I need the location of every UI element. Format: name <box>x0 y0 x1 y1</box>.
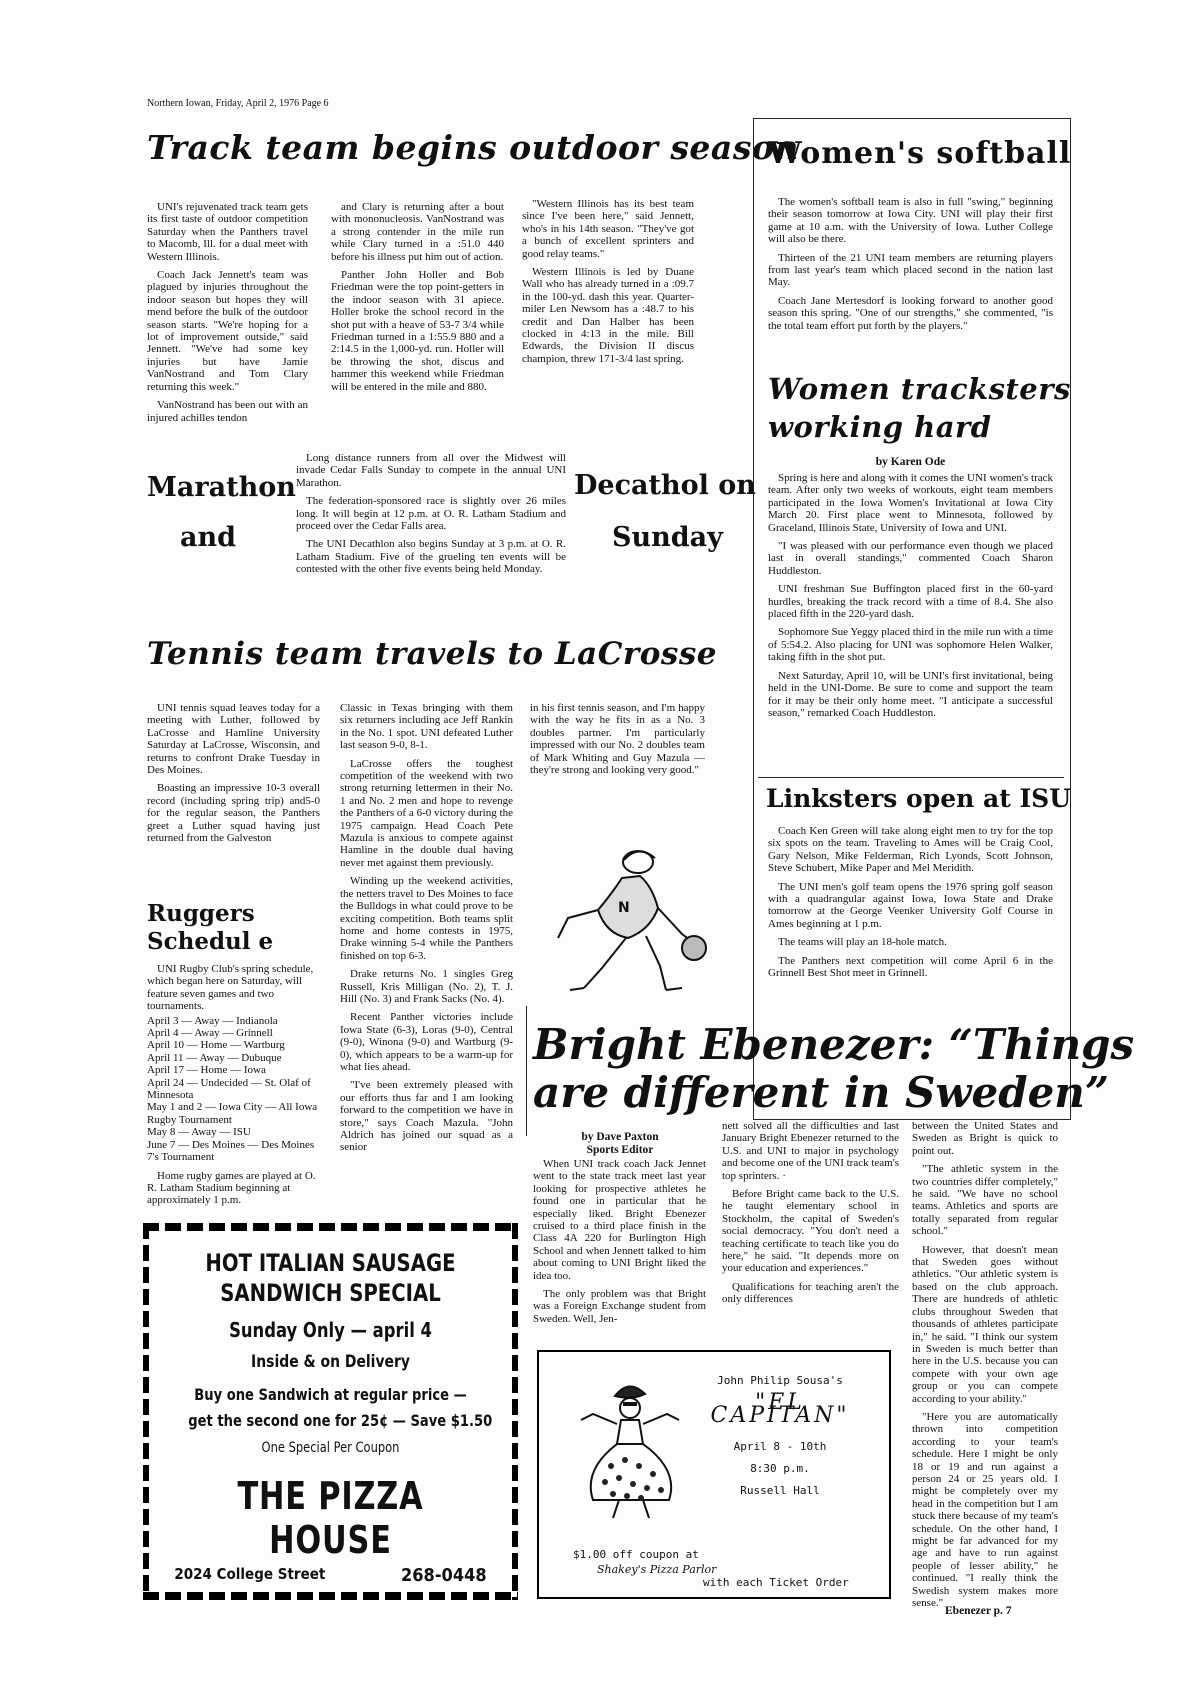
ruggers-sched-4: April 17 — Home — Iowa <box>147 1064 266 1077</box>
ad-border-left <box>143 1223 149 1600</box>
pizza-ad-phone: 268-0448 <box>401 1565 487 1586</box>
softball-p3: Coach Jane Mertesdorf is looking forward to another good season this spring. "One of our strengths," she commented, "is the total team effort put forth by the players." <box>768 294 1053 332</box>
softball-p2: Thirteen of the 21 UNI team members are returning players from last year's team which placed second in the nation last May. <box>768 251 1053 289</box>
pizza-ad-name: THE PIZZA HOUSE <box>237 1474 424 1562</box>
track-col-2-p1: and Clary is returning after a bout with mononucleosis. VanNostrand was a strong contender in the mile run while Clary turned in a :51.0 440 before his illness put him out of action. <box>331 201 504 263</box>
ruggers-sched-2: April 10 — Home — Wartburg <box>147 1039 285 1052</box>
capitan-dates: April 8 - 10th <box>733 1440 827 1453</box>
track-col-3-p2: Western Illinois is led by Duane Wall who has already turned in a :09.7 in the 100-yd. dash this year. Quarter-miler Len Newsom has a :48.7 to his credit and Dan Halber has been clocked in 4:13 in the mile. Bill Edwards, the Division II discus champion, threw 171-3/4 last spring. <box>522 266 694 365</box>
track-col-1-p3: VanNostrand has been out with an injured achilles tendon <box>147 399 308 424</box>
ad-border-right <box>512 1223 518 1600</box>
capitan-presenter: John Philip Sousa's <box>717 1374 843 1387</box>
tracksters-p5: Next Saturday, April 10, will be UNI's first invitational, being held in the UNI-Dome. Be sure to come and support the team for it may be their only home meet. "I anticipate a successful season," remarked Coach Huddleston. <box>768 669 1053 719</box>
pizza-ad-line-7: One Special Per Coupon <box>261 1440 400 1456</box>
capitan-order: with each Ticket Order <box>703 1576 849 1589</box>
linksters-p1: Coach Ken Green will take along eight men to try for the top six spots on the team. Traveling to Ames will be Craig Cool, Gary Nelson, Mike Felderman, Rich Lyonds, Scott Johnson, Steve Schubert, Mike Paper and Mel Meridith. <box>768 825 1053 875</box>
tracksters-p4: Sophomore Sue Yeggy placed third in the mile run with a time of 5:54.2. Also placing for UNI was sophomore Helen Walker, taking fifth in the shot put. <box>768 626 1053 664</box>
ruggers-headline-1: Ruggers <box>147 900 255 927</box>
pizza-house-ad <box>143 1223 518 1600</box>
tracksters-p3: UNI freshman Sue Buffington placed first in the 60-yard hurdles, breaking the track record with a time of 8.4. She also placed fifth in the 220-yard dash. <box>768 583 1053 621</box>
tennis-col-2-p3: Winding up the weekend activities, the netters travel to Des Moines to face the Bulldogs in what could prove to be exciting competition. Both teams split home and home contests in 1975, Drake winning 5-4 while the Panthers finished on top 6-3. <box>340 875 513 962</box>
linksters-p3: The teams will play an 18-hole match. <box>778 936 947 949</box>
bright-col-2-p1: nett solved all the difficulties and last January Bright Ebenezer returned to the U.S. and UNI to major in psychology and become one of the UNI track team's top sprinters. · <box>722 1120 899 1182</box>
decathlon-sunday: Sunday <box>612 522 723 553</box>
tennis-player-illustration <box>540 838 710 998</box>
bright-continued: Ebenezer p. 7 <box>945 1605 1012 1617</box>
ruggers-outro: Home rugby games are played at O. R. Latham Stadium beginning at approximately 1 p.m. <box>147 1169 316 1207</box>
dancer-illustration <box>553 1374 703 1524</box>
tracksters-p1: Spring is here and along with it comes the UNI women's track team. After only two weeks of workouts, eight team members participated in the Iowa Women's Invitational at Iowa City March 20. First place went to Minnesota, followed by Graceland, Illinois State, University of Iowa and UNI. <box>768 472 1053 534</box>
bright-col-3-p4: "Here you are automatically thrown into competition according to your team's schedule. Here I might be only 18 or 19 and run against a person 24 or 25 years old. I might be completely over my head in the competition but I am stuck there because of my team's schedule. On the other hand, I might be far advanced for my age and have to run against people of lesser ability," he continued. "I really think the Swedish system makes more sense." <box>912 1410 1058 1610</box>
ruggers-sched-8: June 7 — Des Moines — Des Moines 7's Tournament <box>147 1138 315 1164</box>
pizza-ad-address: 2024 College Street <box>174 1565 326 1583</box>
bright-col-2-p3: Qualifications for teaching aren't the only differences <box>722 1280 899 1306</box>
bright-left-rule <box>526 1006 527 1136</box>
bright-col-3 <box>912 1120 1058 1615</box>
track-col-1-p2: Coach Jack Jennett's team was plagued by injuries throughout the indoor season but hopes they will mend before the bulk of the outdoor season starts. "We're hoping for a lot of improvement outside," said Jennett. "We've had some key injuries but have Jamie VanNostrand and Tom Clary returning this week." <box>147 269 308 393</box>
linksters-headline: Linksters open at ISU <box>766 784 1071 813</box>
svg-text:N: N <box>618 900 630 916</box>
ruggers-sched-7: May 8 — Away — ISU <box>147 1126 251 1139</box>
pizza-ad-line-5: Buy one Sandwich at regular price — <box>194 1385 467 1404</box>
tracksters-headline-2: working hard <box>768 410 992 444</box>
pizza-ad-line-1: HOT ITALIAN SAUSAGE <box>205 1249 456 1277</box>
softball-p1: The women's softball team is also in full "swing," beginning their season tomorrow at Iowa City. UNI will play their first game at 10 a.m. with the University of Iowa. Luther College will also be there. <box>768 196 1053 246</box>
bright-col-3-p2: "The athletic system in the two countries differ completely," he said. "We have no school teams. Athletics and sports are totally separated from regular school." <box>912 1163 1058 1238</box>
bright-col-3-p1: between the United States and Sweden as Bright is quick to point out. <box>912 1120 1058 1157</box>
capitan-sponsor: Shakey's Pizza Parlor <box>597 1563 717 1576</box>
el-capitan-ad <box>537 1350 891 1599</box>
ruggers-sched-6: May 1 and 2 — Iowa City — All Iowa Rugby Tournament <box>147 1101 318 1126</box>
linksters-p4: The Panthers next competition will come April 6 in the Grinnell Best Shot meet in Grinnell. <box>768 954 1053 980</box>
marathon-and: and <box>180 522 237 553</box>
tennis-col-3-p1: in his first tennis season, and I'm happy with the way he fits in as a No. 3 doubles partner. I'm particularly impressed with our No. 2 doubles team of Mark Whiting and Guy Mazula — they're strong and looking very good." <box>530 702 705 777</box>
ad-border-top <box>143 1223 518 1231</box>
ruggers-sched-0: April 3 — Away — Indianola <box>147 1014 278 1027</box>
page-header: Northern Iowan, Friday, April 2, 1976 Page 6 <box>147 98 329 109</box>
bright-col-2 <box>722 1120 899 1312</box>
tennis-col-2 <box>340 702 513 1160</box>
ruggers-sched-3: April 11 — Away — Dubuque <box>147 1051 282 1064</box>
ruggers-sched-5: April 24 — Undecided — St. Olaf of Minnesota <box>147 1076 311 1102</box>
bright-byline-2: Sports Editor <box>586 1144 654 1156</box>
tennis-col-1-p1: UNI tennis squad leaves today for a meeting with Luther, followed by LaCrosse and Hamline University Saturday at LaCrosse, Wisconsin, and returns to confront Drake Tuesday in Des Moines. <box>147 702 320 777</box>
bright-col-3-p3: However, that doesn't mean that Sweden goes without athletics. "Our athletic system is based on the club approach. There are hundreds of athletic clubs throughout Sweden that thousands of athletes participate in," he said. "I think our system in Sweden is much better than here in the U.S. because you can compete with your own age group or you can compete according to your ability." <box>912 1243 1058 1405</box>
marathon-article <box>296 452 566 582</box>
bright-headline-2: are different in Sweden” <box>533 1068 1109 1117</box>
capitan-title: "EL CAPITAN" <box>710 1390 850 1428</box>
ruggers-intro: UNI Rugby Club's spring schedule, which began here on Saturday, will feature seven games and two tournaments. <box>147 963 314 1013</box>
capitan-time: 8:30 p.m. <box>750 1462 810 1475</box>
bright-col-2-p2: Before Bright came back to the U.S. he taught elementary school in Stockholm, the capital of Sweden's social democracy. "You don't need a teaching certificate to teach like you do here," he said. "It depends more on your education and experiences." <box>722 1188 899 1275</box>
tennis-col-2-p4: Drake returns No. 1 singles Greg Russell, Kris Milligan (No. 2), T. J. Hill (No. 3) and Frank Sacks (No. 4). <box>340 968 513 1005</box>
tennis-col-2-p2: LaCrosse offers the toughest competition of the weekend with two strong returning lettermen in their No. 1 and No. 2 men and hope to revenge the Panthers of a 6-0 victory during the 1975 campaign. Head Coach Pete Mazula is anxious to compete against Hamline in the double dual having never met against them previously. <box>340 757 513 869</box>
ruggers-headline-2: Schedul e <box>147 928 274 955</box>
tennis-headline: Tennis team travels to LaCrosse <box>147 636 718 672</box>
tennis-col-2-p6: "I've been extremely pleased with our efforts thus far and I am looking forward to the competition we have in store," says Coach Mazula. "John Aldrich has joined our squad as a senior <box>340 1079 513 1154</box>
tennis-col-1 <box>147 702 320 850</box>
ad-border-bottom <box>143 1592 518 1600</box>
decathlon-title: Decathol on <box>574 470 756 501</box>
track-col-3 <box>522 198 694 371</box>
linksters-rule <box>758 777 1064 778</box>
tracksters-byline: by Karen Ode <box>875 456 946 468</box>
bright-col-1 <box>533 1158 706 1331</box>
track-col-3-p1: "Western Illinois has its best team since I've been here," said Jennett, who's in his 14th season. "They've got a bunch of excellent sprinters and good relay teams." <box>522 198 694 260</box>
marathon-p2: The federation-sponsored race is slightly over 26 miles long. It will begin at 12 p.m. at O. R. Latham Stadium and proceed over the Cedar Falls area. <box>296 495 566 533</box>
capitan-venue: Russell Hall <box>740 1484 820 1497</box>
marathon-p1: Long distance runners from all over the Midwest will invade Cedar Falls Sunday to compete in the annual UNI Marathon. <box>296 452 566 489</box>
softball-article <box>768 196 1053 338</box>
tracksters-headline-1: Women tracksters <box>768 372 1071 406</box>
pizza-ad-line-6: get the second one for 25¢ — Save $1.50 <box>188 1411 493 1430</box>
track-col-2-p2: Panther John Holler and Bob Friedman were the top point-getters in the indoor season with 31 apiece. Holler broke the school record in the shot put with a heave of 53-7 3/4 while Friedman turned in a 1:55.9 880 and a 2:14.5 in the 1,000-yd. run. Holler will be throwing the shot, discus and hammer this weekend while Friedman will be entered in the mile and 880. <box>331 269 504 393</box>
bright-headline-1: Bright Ebenezer: “Things <box>533 1020 1135 1069</box>
linksters-article <box>768 825 1053 985</box>
bright-col-1-p1: When UNI track coach Jack Jennet went to the state track meet last year looking for prospective athletes he found one in particular that he especially liked. Bright Ebenezer cruised to a third place finish in the Class 4A 220 for Burlington High School and when Jennett talked to him about coming to UNI Bright liked the idea too. <box>533 1158 706 1282</box>
ruggers-article <box>147 963 322 1207</box>
pizza-ad-line-4: Inside & on Delivery <box>251 1352 410 1372</box>
marathon-title: Marathon <box>147 472 296 503</box>
tennis-col-1-p2: Boasting an impressive 10-3 overall record (including spring trip) and5-0 for the regular season, the Panthers greet a Luther squad having just returned from the Galveston <box>147 782 320 845</box>
softball-headline: Women's softball <box>768 136 1072 171</box>
tennis-col-2-p5: Recent Panther victories include Iowa State (6-3), Loras (9-0), Central (9-0), Winona (9-0) and Wartburg (9-0), which appears to be a warm-up for what lies ahead. <box>340 1011 513 1073</box>
pizza-ad-line-3: Sunday Only — april 4 <box>229 1318 432 1342</box>
tennis-col-3 <box>530 702 705 782</box>
track-headline: Track team begins outdoor season <box>147 128 799 167</box>
ruggers-sched-1: April 4 — Away — Grinnell <box>147 1027 273 1040</box>
tracksters-article <box>768 472 1053 725</box>
track-col-2 <box>331 201 504 399</box>
track-col-1 <box>147 201 308 430</box>
track-col-1-p1: UNI's rejuvenated track team gets its first taste of outdoor competition Saturday when the Panthers travel to Macomb, Ill. for a dual meet with Western Illinois. <box>147 201 308 263</box>
marathon-p3: The UNI Decathlon also begins Sunday at 3 p.m. at O. R. Latham Stadium. Five of the grueling ten events will be contested with the other five events being held Monday. <box>296 538 566 576</box>
tennis-col-2-p1: Classic in Texas bringing with them six returners including ace Jeff Rankin in the No. 1 spot. UNI defeated Luther last season 9-0, 8-1. <box>340 702 513 752</box>
bright-col-1-p2: The only problem was that Bright was a Foreign Exchange student from Sweden. Well, Jen- <box>533 1288 706 1325</box>
pizza-ad-footer <box>174 1565 486 1586</box>
capitan-coupon: $1.00 off coupon at <box>573 1548 699 1561</box>
linksters-p2: The UNI men's golf team opens the 1976 spring golf season with a quadrangular against Iowa, Iowa State and Drake tomorrow at the George Veenker University Golf Course in Ames beginning at 1 p.m. <box>768 880 1053 930</box>
tracksters-p2: "I was pleased with our performance even though we placed last in overall standings," commented Coach Sharon Huddleston. <box>768 540 1053 577</box>
pizza-ad-line-2: SANDWICH SPECIAL <box>220 1279 441 1307</box>
bright-byline-1: by Dave Paxton <box>581 1131 659 1143</box>
pizza-ad-content <box>157 1248 504 1590</box>
